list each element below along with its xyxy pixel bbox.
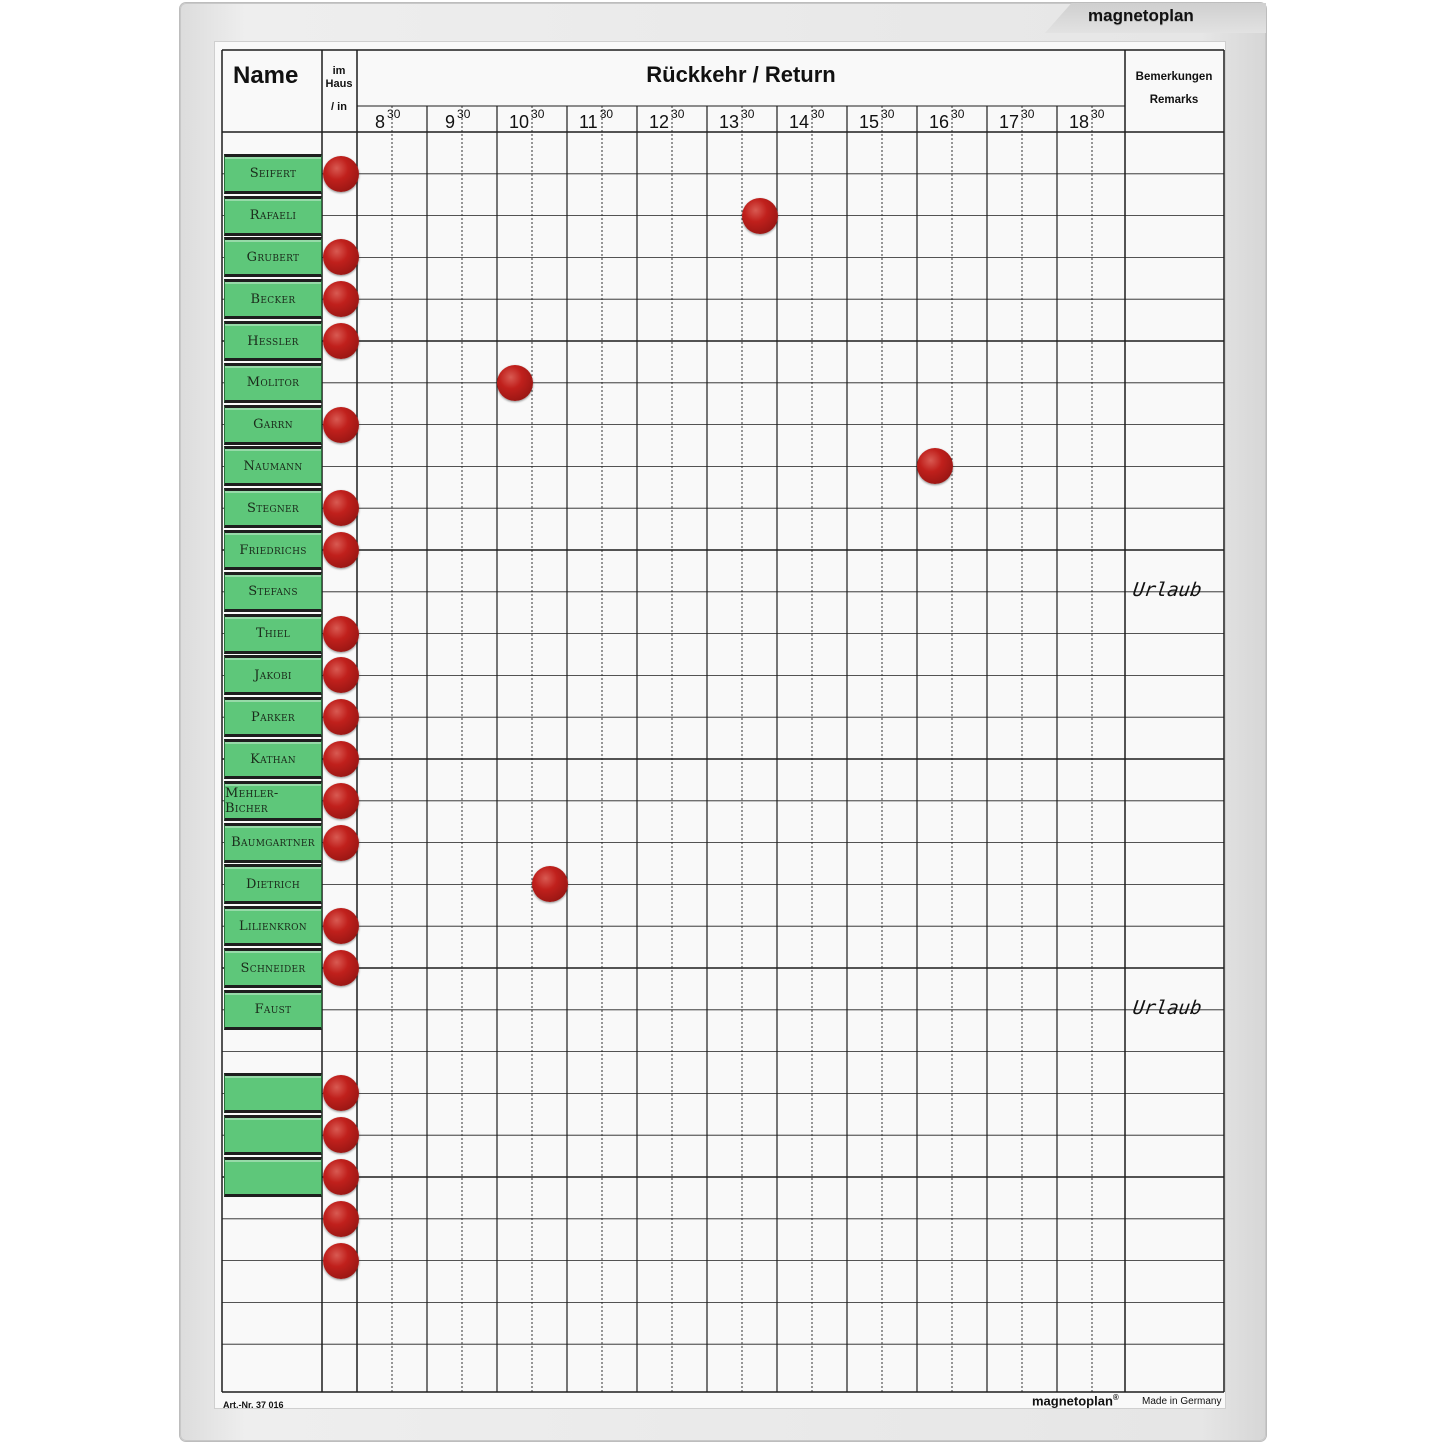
in-house-magnet[interactable] — [323, 908, 359, 944]
remarks-header-de: Bemerkungen — [1135, 71, 1213, 83]
hour-label-17 — [999, 107, 1035, 133]
remarks-header-en: Remarks — [1149, 94, 1199, 106]
in-house-magnet[interactable] — [323, 1117, 359, 1153]
hour-label-13 — [719, 107, 755, 133]
hour-number: 11 — [579, 112, 598, 132]
footer-brand-name: magnetoplan — [1032, 1393, 1113, 1409]
in-house-magnet[interactable] — [323, 490, 359, 526]
half-hour-mark: 30 — [531, 107, 545, 121]
in-house-magnet[interactable] — [323, 1201, 359, 1237]
return-time-magnet[interactable] — [742, 198, 778, 234]
hour-label-9 — [445, 107, 471, 133]
in-house-magnet[interactable] — [323, 532, 359, 568]
in-house-magnet[interactable] — [323, 825, 359, 861]
in-house-magnet[interactable] — [323, 407, 359, 443]
hour-number: 14 — [789, 112, 810, 132]
hour-label-15 — [859, 107, 895, 133]
hour-number: 13 — [719, 112, 740, 132]
hour-label-16 — [929, 107, 965, 133]
hour-number: 16 — [929, 112, 950, 132]
half-hour-mark: 30 — [741, 107, 755, 121]
name-tag[interactable]: Molitor — [224, 363, 322, 403]
name-tag[interactable]: Hessler — [224, 321, 322, 361]
hour-label-8 — [375, 107, 401, 133]
half-hour-mark: 30 — [1021, 107, 1035, 121]
hour-number: 8 — [375, 112, 386, 132]
return-time-magnet[interactable] — [532, 866, 568, 902]
hour-label-14 — [789, 107, 825, 133]
half-hour-mark: 30 — [599, 107, 614, 121]
made-in-label: Made in Germany — [1142, 1396, 1222, 1407]
registered-mark: ® — [1112, 1393, 1119, 1402]
half-hour-mark: 30 — [671, 107, 685, 121]
name-tag[interactable]: Thiel — [224, 614, 322, 654]
hour-label-10 — [509, 107, 545, 133]
name-tag[interactable]: Baumgartner — [224, 823, 322, 863]
name-tag[interactable]: Dietrich — [224, 864, 322, 904]
in-house-magnet[interactable] — [323, 281, 359, 317]
name-tag[interactable]: Mehler-Bicher — [224, 781, 322, 821]
half-hour-mark: 30 — [457, 107, 471, 121]
hour-number: 12 — [649, 112, 670, 132]
name-tag[interactable]: Garrn — [224, 405, 322, 445]
article-number: Art.-Nr. 37 016 — [223, 1400, 284, 1410]
hour-number: 9 — [445, 112, 456, 132]
name-tag[interactable]: Rafaeli — [224, 196, 322, 236]
remark-text: Urlaub — [1131, 578, 1204, 601]
half-hour-mark: 30 — [387, 107, 401, 121]
name-tag[interactable]: Stefans — [224, 572, 322, 612]
name-tag[interactable]: Faust — [224, 990, 322, 1030]
in-house-header: im Haus — [325, 65, 353, 90]
hour-number: 17 — [999, 112, 1020, 132]
name-tag[interactable]: Naumann — [224, 446, 322, 486]
remarks-header — [1126, 66, 1222, 112]
return-time-magnet[interactable] — [917, 448, 953, 484]
hour-number: 10 — [509, 112, 530, 132]
in-house-magnet[interactable] — [323, 950, 359, 986]
name-tag[interactable]: Friedrichs — [224, 530, 322, 570]
hour-label-11 — [579, 107, 614, 133]
remark-text: Urlaub — [1131, 996, 1204, 1019]
half-hour-mark: 30 — [1091, 107, 1105, 121]
half-hour-mark: 30 — [811, 107, 825, 121]
in-header: / in — [331, 101, 347, 113]
hour-number: 18 — [1069, 112, 1090, 132]
in-house-magnet[interactable] — [323, 616, 359, 652]
return-time-magnet[interactable] — [497, 365, 533, 401]
name-tag[interactable]: Stegner — [224, 488, 322, 528]
name-tag[interactable] — [224, 1157, 322, 1197]
name-tag[interactable] — [224, 1073, 322, 1113]
name-tag[interactable] — [224, 1115, 322, 1155]
half-hour-mark: 30 — [951, 107, 965, 121]
hour-label-12 — [649, 107, 685, 133]
name-tag[interactable]: Seifert — [224, 154, 322, 194]
name-tag[interactable]: Kathan — [224, 739, 322, 779]
hour-number: 15 — [859, 112, 880, 132]
footer-brand — [1032, 1393, 1119, 1408]
in-house-magnet[interactable] — [323, 741, 359, 777]
in-house-magnet[interactable] — [323, 783, 359, 819]
name-tag[interactable]: Parker — [224, 697, 322, 737]
in-house-magnet[interactable] — [323, 156, 359, 192]
name-column-header: Name — [233, 62, 299, 89]
name-tag[interactable]: Lilienkron — [224, 906, 322, 946]
name-tag[interactable]: Grubert — [224, 237, 322, 277]
in-house-magnet[interactable] — [323, 699, 359, 735]
name-tag[interactable]: Jakobi — [224, 655, 322, 695]
hour-label-18 — [1069, 107, 1105, 133]
in-house-magnet[interactable] — [323, 1159, 359, 1195]
return-title: Rückkehr / Return — [646, 62, 836, 87]
name-tag[interactable]: Schneider — [224, 948, 322, 988]
in-house-magnet[interactable] — [323, 1243, 359, 1279]
half-hour-mark: 30 — [881, 107, 895, 121]
name-tag[interactable]: Becker — [224, 279, 322, 319]
frame-brand-label: magnetoplan — [1088, 6, 1194, 25]
in-house-magnet[interactable] — [323, 323, 359, 359]
